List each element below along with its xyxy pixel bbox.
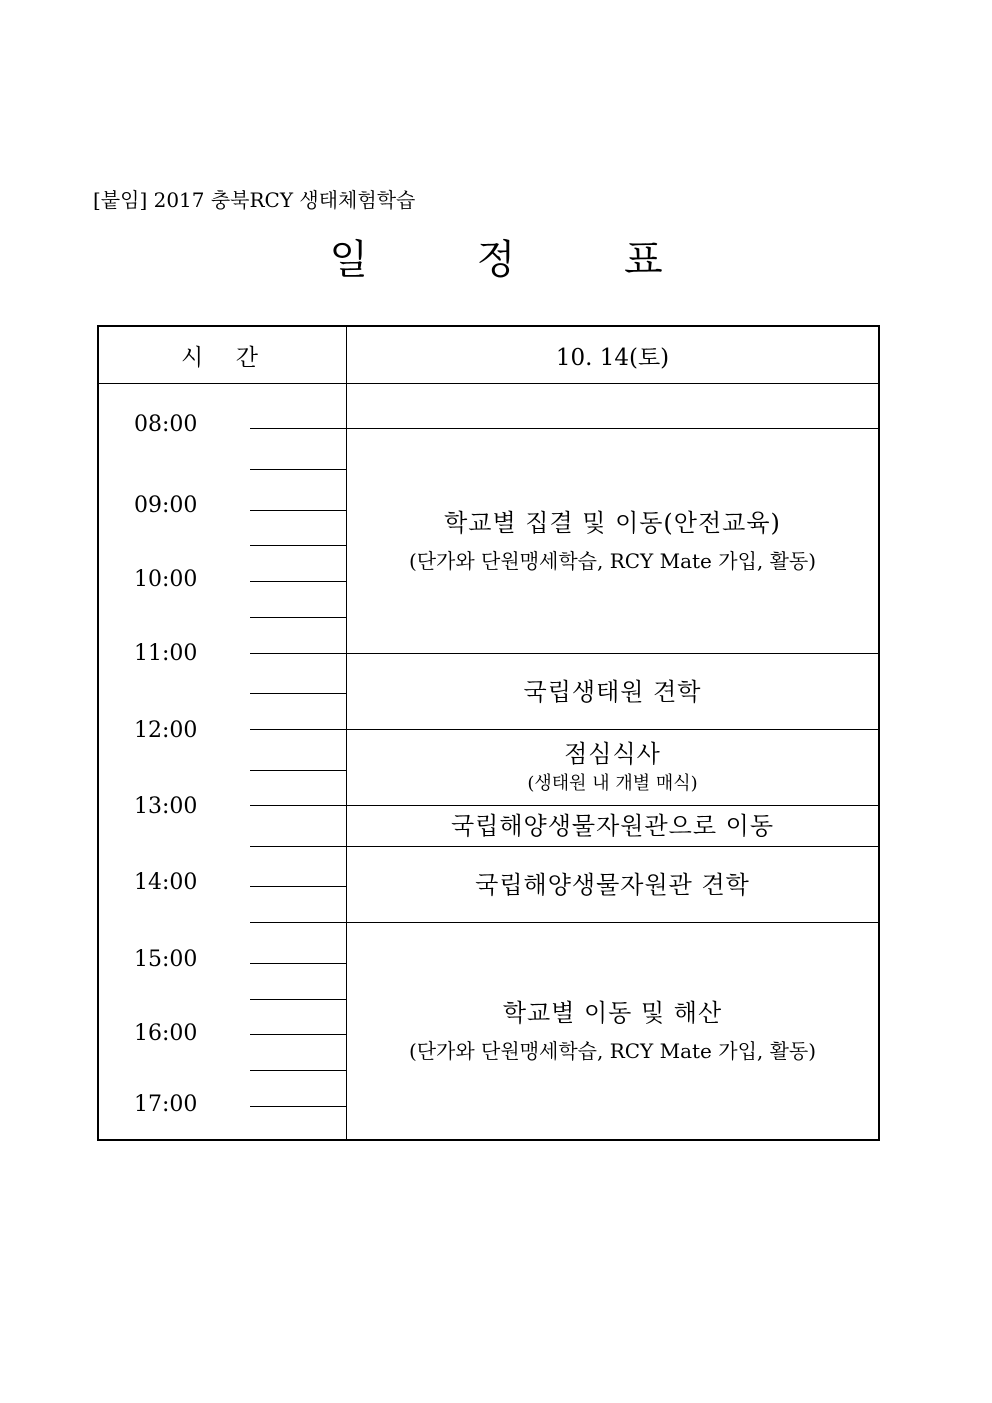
- time-tick: [250, 617, 347, 618]
- time-tick: [250, 999, 347, 1000]
- attachment-title: [붙임] 2017 충북RCY 생태체험학습: [93, 188, 416, 212]
- activity-title: 국립해양생물자원관으로 이동: [450, 812, 775, 840]
- time-label: 13:00: [134, 794, 198, 819]
- time-tick: [250, 428, 347, 429]
- activity-cell: [347, 806, 878, 846]
- time-tick: [250, 653, 347, 654]
- time-tick: [250, 805, 347, 806]
- time-tick: [250, 1034, 347, 1035]
- page-title: 일 정 표: [329, 237, 711, 283]
- activity-title: 학교별 집결 및 이동(안전교육): [444, 509, 781, 537]
- header-time-label: 시 간: [180, 344, 265, 371]
- activity-note: (단가와 단원맹세학습, RCY Mate 가입, 활동): [408, 1039, 817, 1063]
- time-tick: [250, 693, 347, 694]
- schedule-table: [97, 325, 880, 1141]
- time-tick: [250, 1106, 347, 1107]
- time-tick: [250, 963, 347, 964]
- time-label: 10:00: [134, 567, 198, 592]
- time-label: 09:00: [134, 493, 198, 518]
- time-tick: [250, 922, 347, 923]
- header-time: [99, 327, 346, 383]
- time-tick: [250, 729, 347, 730]
- activity-cell: [347, 654, 878, 729]
- activity-title: 국립해양생물자원관 견학: [475, 870, 750, 899]
- time-label: 12:00: [134, 718, 198, 743]
- activity-note: (단가와 단원맹세학습, RCY Mate 가입, 활동): [408, 549, 817, 573]
- time-tick: [250, 1070, 347, 1071]
- time-label: 11:00: [134, 641, 198, 666]
- activity-cell: [347, 429, 878, 653]
- time-tick: [250, 886, 347, 887]
- time-tick: [250, 510, 347, 511]
- header-row-divider: [99, 383, 878, 384]
- time-label: 15:00: [134, 947, 198, 972]
- time-tick: [250, 846, 347, 847]
- time-tick: [250, 545, 347, 546]
- header-date: [347, 327, 878, 383]
- activity-cell: [347, 923, 878, 1139]
- time-label: 17:00: [134, 1092, 198, 1117]
- activity-title: 학교별 이동 및 해산: [502, 999, 723, 1027]
- activity-cell: [347, 730, 878, 805]
- time-tick: [250, 469, 347, 470]
- activity-title: 점심식사: [564, 739, 661, 768]
- time-tick: [250, 581, 347, 582]
- activity-title: 국립생태원 견학: [523, 677, 702, 706]
- activity-note: (생태원 내 개별 매식): [527, 772, 698, 794]
- time-label: 16:00: [134, 1021, 198, 1046]
- activity-cell: [347, 847, 878, 922]
- header-date-label: 10. 14(토): [555, 344, 670, 371]
- time-tick: [250, 770, 347, 771]
- time-label: 08:00: [134, 412, 198, 437]
- time-label: 14:00: [134, 870, 198, 895]
